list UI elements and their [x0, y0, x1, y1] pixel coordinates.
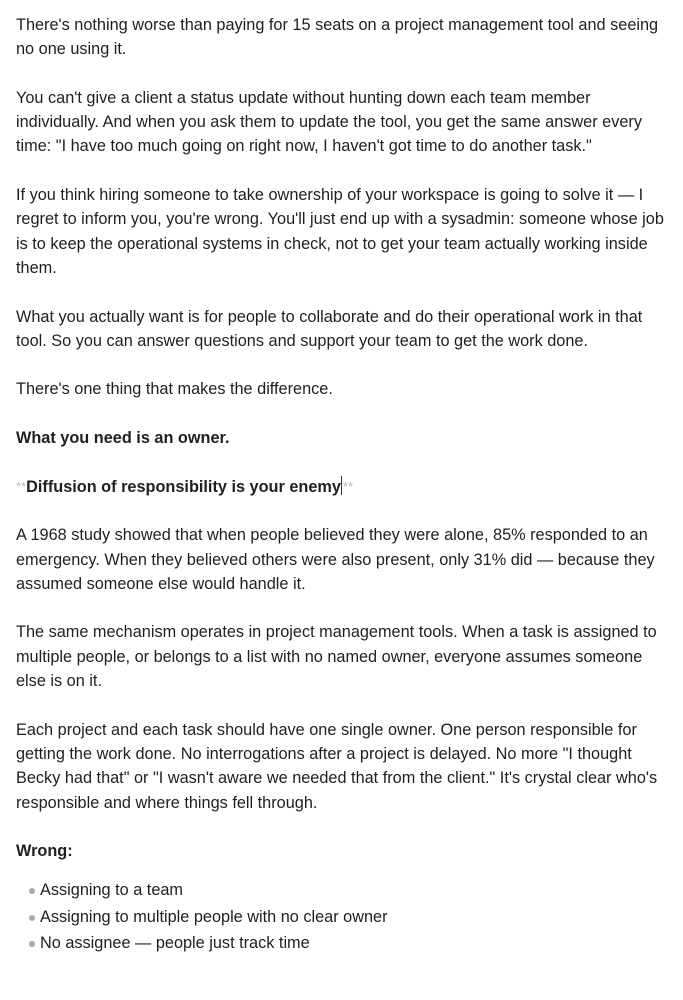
list-item: Assigning to a team [16, 877, 676, 904]
paragraph-mechanism: The same mechanism operates in project management tools. When a task is assigned to multiple people, or belongs to a list with no named owner, everyone assumes someone else is on it. [16, 623, 657, 691]
paragraph-single-owner: Each project and each task should have one single owner. One person responsible for getting the work done. No interrogations after a project is delayed. No more "I thought Becky had that" or "I wasn't aware we needed that from the client." It's crystal clear who's responsible and where things fell through. [16, 720, 658, 812]
paragraph-study: A 1968 study showed that when people believed they were alone, 85% responded to an emergency. When they believed others were also present, only 31% did — because they assumed someone else would handle it. [16, 526, 655, 593]
paragraph-status-update: You can't give a client a status update without hunting down each team member individually. And when you ask them to update the tool, you get the same answer every time: "I have too much going on right now, I haven't got time to do another task." [16, 88, 642, 156]
list-item: No assignee — people just track time [16, 930, 676, 957]
bullet-icon [29, 941, 35, 947]
document-editor[interactable] [16, 13, 676, 957]
section-heading-text: Diffusion of responsibility is your enemy [26, 477, 341, 496]
wrong-list [16, 877, 676, 957]
wrong-label: Wrong: [16, 842, 73, 861]
paragraph-intro: There's nothing worse than paying for 15 seats on a project management tool and seeing no one using it. [16, 16, 659, 59]
bold-open-marker: ** [16, 478, 27, 494]
paragraph-collaborate: What you actually want is for people to collaborate and do their operational work in that tool. So you can answer questions and support your team to get the work done. [16, 307, 643, 350]
bullet-icon [29, 888, 35, 894]
bullet-icon [29, 915, 35, 921]
paragraph-hiring: If you think hiring someone to take ownership of your workspace is going to solve it — I regret to inform you, you're wrong. You'll just end up with a sysadmin: someone whose job is to keep the operational systems in check, not to get your team actually working inside them. [16, 186, 664, 277]
bold-close-marker: ** [342, 478, 354, 494]
section-heading[interactable] [16, 475, 676, 499]
paragraph-difference: There's one thing that makes the difference. [16, 380, 333, 399]
owner-heading: What you need is an owner. [16, 429, 230, 448]
list-item: Assigning to multiple people with no clear owner [16, 904, 676, 931]
